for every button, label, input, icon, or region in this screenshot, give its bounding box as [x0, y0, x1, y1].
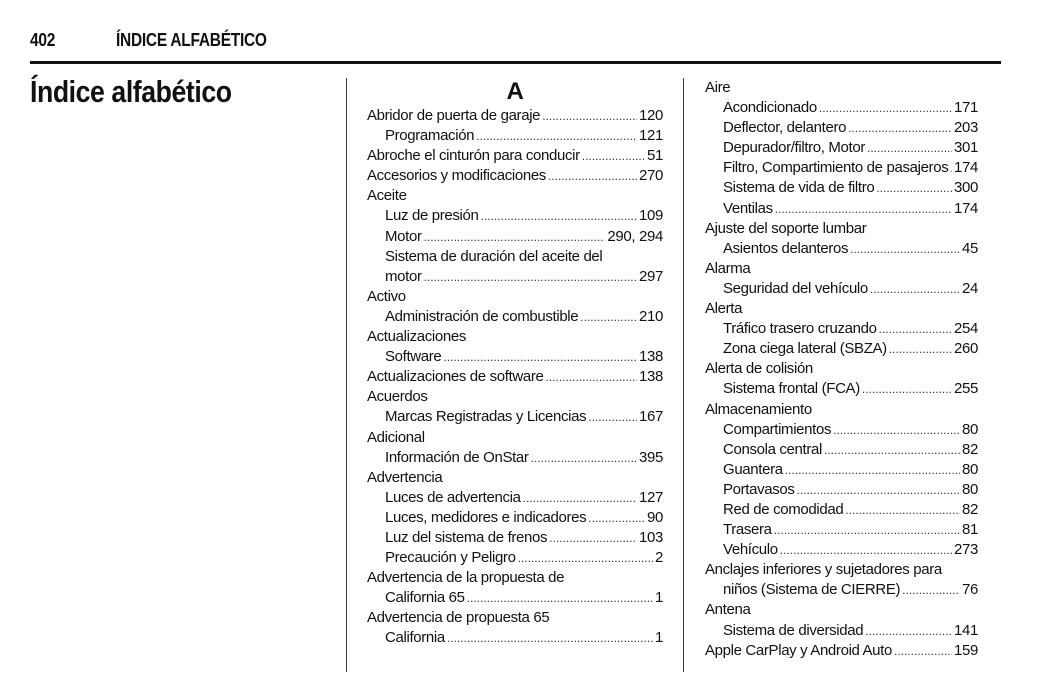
index-entry	[367, 548, 663, 568]
entry-label: Información de OnStar	[385, 448, 529, 466]
entry-label: Almacenamiento	[705, 400, 812, 418]
index-entry	[705, 440, 978, 460]
entry-label: Aire	[705, 79, 731, 96]
dot-leader	[523, 488, 637, 508]
entry-page-number: 121	[639, 127, 663, 145]
entry-page-number: 301	[954, 139, 978, 157]
entry-label: Activo	[367, 287, 406, 305]
index-entry	[367, 327, 663, 347]
entry-label: Luces de advertencia	[385, 488, 521, 506]
index-entry	[367, 367, 663, 387]
entry-page-number: 82	[962, 500, 978, 518]
index-entry	[705, 98, 978, 118]
dot-leader	[889, 339, 952, 359]
entry-label: Administración de combustible	[385, 307, 579, 325]
index-entry	[705, 158, 978, 178]
entry-label: Zona ciega lateral (SBZA)	[723, 340, 887, 358]
index-entry	[705, 480, 978, 500]
index-entry	[705, 641, 978, 661]
dot-leader	[481, 206, 638, 226]
index-entry	[367, 267, 663, 287]
entry-label: Asientos delanteros	[723, 239, 849, 257]
entry-page-number: 2	[655, 549, 663, 567]
index-entry	[705, 500, 978, 520]
entry-page-number: 210	[639, 307, 663, 325]
dot-leader	[797, 480, 960, 500]
section-title: ÍNDICE ALFABÉTICO	[116, 30, 267, 50]
entry-label: Deflector, delantero	[723, 119, 847, 137]
entry-label: California	[385, 629, 445, 647]
index-entry	[367, 387, 663, 407]
dot-leader	[819, 98, 952, 118]
index-column-1	[367, 78, 663, 649]
dot-leader	[848, 118, 952, 138]
entry-label: Seguridad del vehículo	[723, 279, 868, 297]
dot-leader	[879, 319, 952, 339]
index-entry	[367, 186, 663, 206]
entry-page-number: 45	[962, 239, 978, 257]
dot-leader	[785, 460, 960, 480]
index-entry	[705, 520, 978, 540]
index-entry	[367, 488, 663, 508]
entry-label: Adicional	[367, 428, 425, 446]
page-title: Índice alfabético	[30, 74, 232, 109]
entry-page-number: 171	[954, 99, 978, 117]
dot-leader	[876, 178, 952, 198]
entry-label: Trasera	[723, 521, 772, 539]
index-entry	[705, 299, 978, 319]
index-entry	[705, 339, 978, 359]
entry-label: Software	[385, 348, 442, 366]
index-entry	[705, 600, 978, 620]
index-entry	[367, 307, 663, 327]
index-entry	[705, 199, 978, 219]
letter-heading: A	[506, 78, 524, 105]
entry-label: Luces, medidores e indicadores	[385, 508, 587, 526]
index-entry	[705, 178, 978, 198]
index-entry	[367, 166, 663, 186]
dot-leader	[531, 448, 637, 468]
entry-label: California 65	[385, 589, 465, 607]
index-entry	[705, 580, 978, 600]
dot-leader	[902, 580, 960, 600]
index-entry	[367, 608, 663, 628]
entry-page-number: 127	[639, 488, 663, 506]
entry-label: Consola central	[723, 440, 822, 458]
dot-leader	[894, 641, 952, 661]
entry-label: Alarma	[705, 259, 751, 277]
index-entry	[367, 247, 663, 267]
index-entry	[705, 239, 978, 259]
index-entry	[705, 219, 978, 239]
index-entry	[367, 628, 663, 648]
entry-label: Sistema frontal (FCA)	[723, 380, 860, 398]
index-entry	[367, 206, 663, 226]
entry-page-number: 76	[962, 581, 978, 599]
index-entry	[705, 118, 978, 138]
entry-label: Actualizaciones de software	[367, 368, 544, 386]
entry-label: Advertencia	[367, 468, 443, 486]
entry-label: Red de comodidad	[723, 500, 844, 518]
index-entry	[367, 428, 663, 448]
entry-page-number: 81	[962, 521, 978, 539]
dot-leader	[588, 508, 645, 528]
entry-page-number: 103	[639, 528, 663, 546]
page-number: 402	[30, 30, 56, 50]
entry-label: Depurador/filtro, Motor	[723, 139, 866, 157]
entry-page-number: 297	[639, 267, 663, 285]
entry-label: niños (Sistema de CIERRE)	[723, 581, 901, 599]
dot-leader	[580, 307, 637, 327]
entry-page-number: 51	[647, 147, 663, 165]
dot-leader	[542, 106, 637, 126]
index-entry	[705, 259, 978, 279]
index-entry	[367, 146, 663, 166]
dot-leader	[443, 347, 637, 367]
dot-leader	[865, 621, 952, 641]
dot-leader	[548, 166, 637, 186]
dot-leader	[870, 279, 960, 299]
entry-label: Portavasos	[723, 480, 795, 498]
dot-leader	[862, 379, 952, 399]
dot-leader	[950, 158, 952, 178]
entry-label: Precaución y Peligro	[385, 549, 516, 567]
dot-leader	[867, 138, 952, 158]
entry-page-number: 255	[954, 380, 978, 398]
index-entry	[705, 379, 978, 399]
entry-label: Anclajes inferiores y sujetadores para	[705, 561, 942, 579]
entry-page-number: 1	[655, 629, 663, 647]
entry-page-number: 90	[647, 508, 663, 526]
entry-page-number: 138	[639, 348, 663, 366]
entry-label: Advertencia de la propuesta de	[367, 569, 565, 587]
entry-page-number: 395	[639, 448, 663, 466]
dot-leader	[424, 267, 637, 287]
index-entry	[705, 460, 978, 480]
entry-page-number: 80	[962, 420, 978, 438]
entry-page-number: 80	[962, 460, 978, 478]
dot-leader	[775, 199, 952, 219]
dot-leader	[467, 588, 653, 608]
entry-label: Luz de presión	[385, 207, 479, 225]
entry-label: Acuerdos	[367, 388, 428, 406]
entry-label: Acondicionado	[723, 99, 817, 117]
entry-label: Marcas Registradas y Licencias	[385, 408, 587, 426]
dot-leader	[774, 520, 960, 540]
index-entry	[367, 568, 663, 588]
entry-page-number: 254	[954, 320, 978, 338]
index-entry	[367, 106, 663, 126]
entry-label: motor	[385, 267, 422, 285]
entry-label: Compartimientos	[723, 420, 832, 438]
entry-label: Aceite	[367, 187, 407, 205]
entry-label: Luz del sistema de frenos	[385, 528, 548, 546]
entry-page-number: 1	[655, 589, 663, 607]
index-entry	[705, 78, 978, 98]
entry-label: Sistema de duración del aceite del	[385, 247, 603, 265]
entry-page-number: 300	[954, 179, 978, 197]
entry-label: Accesorios y modificaciones	[367, 167, 546, 185]
entry-page-number: 138	[639, 368, 663, 386]
dot-leader	[824, 440, 960, 460]
entry-page-number: 273	[954, 541, 978, 559]
index-entry	[367, 126, 663, 146]
entry-label: Advertencia de propuesta 65	[367, 609, 550, 627]
entry-label: Guantera	[723, 460, 783, 478]
dot-leader	[588, 407, 637, 427]
entry-label: Alerta	[705, 300, 743, 318]
index-entry	[367, 287, 663, 307]
header-rule	[30, 61, 1001, 64]
entry-label: Sistema de diversidad	[723, 621, 864, 639]
index-entry	[705, 621, 978, 641]
index-entry	[705, 279, 978, 299]
index-column-2	[705, 78, 978, 661]
index-entry	[367, 588, 663, 608]
dot-leader	[549, 528, 637, 548]
dot-leader	[447, 628, 653, 648]
dot-leader	[518, 548, 653, 568]
index-entry	[367, 528, 663, 548]
entry-label: Ventilas	[723, 199, 773, 217]
entry-page-number: 159	[954, 641, 978, 659]
dot-leader	[850, 239, 960, 259]
column-divider	[683, 78, 684, 672]
entry-label: Motor	[385, 227, 422, 245]
index-entry	[705, 138, 978, 158]
index-entry	[705, 420, 978, 440]
dot-leader	[424, 227, 606, 247]
dot-leader	[476, 126, 637, 146]
index-entry	[367, 448, 663, 468]
entry-label: Antena	[705, 601, 751, 619]
index-entry	[367, 508, 663, 528]
entry-page-number: 260	[954, 340, 978, 358]
entry-label: Abroche el cinturón para conducir	[367, 147, 580, 165]
entry-label: Actualizaciones	[367, 328, 466, 346]
entry-page-number: 174	[954, 199, 978, 217]
entry-label: Apple CarPlay y Android Auto	[705, 641, 892, 659]
entry-page-number: 141	[954, 621, 978, 639]
entry-page-number: 82	[962, 440, 978, 458]
entry-page-number: 120	[639, 107, 663, 124]
index-entry	[705, 540, 978, 560]
dot-leader	[833, 420, 960, 440]
entry-page-number: 167	[639, 408, 663, 426]
dot-leader	[545, 367, 637, 387]
entry-label: Tráfico trasero cruzando	[723, 320, 877, 338]
index-entry	[705, 319, 978, 339]
entry-page-number: 203	[954, 119, 978, 137]
index-entry	[367, 407, 663, 427]
entry-label: Programación	[385, 127, 475, 145]
index-entry	[367, 468, 663, 488]
entry-label: Filtro, Compartimiento de pasajeros	[723, 159, 949, 177]
index-entry	[705, 359, 978, 379]
index-entry	[367, 347, 663, 367]
dot-leader	[582, 146, 645, 166]
index-entry	[705, 560, 978, 580]
entry-page-number: 270	[639, 167, 663, 185]
entry-page-number: 290, 294	[607, 227, 663, 245]
entry-page-number: 109	[639, 207, 663, 225]
index-entry	[367, 227, 663, 247]
entry-label: Sistema de vida de filtro	[723, 179, 875, 197]
entry-label: Vehículo	[723, 541, 778, 559]
entry-page-number: 80	[962, 480, 978, 498]
entry-label: Alerta de colisión	[705, 360, 813, 378]
column-divider	[346, 78, 347, 672]
dot-leader	[845, 500, 960, 520]
entry-page-number: 174	[954, 159, 978, 177]
running-header	[30, 30, 267, 54]
entry-page-number: 24	[962, 279, 978, 297]
dot-leader	[780, 540, 952, 560]
index-entry	[705, 400, 978, 420]
entry-label: Ajuste del soporte lumbar	[705, 219, 867, 237]
entry-label: Abridor de puerta de garaje	[367, 107, 541, 124]
